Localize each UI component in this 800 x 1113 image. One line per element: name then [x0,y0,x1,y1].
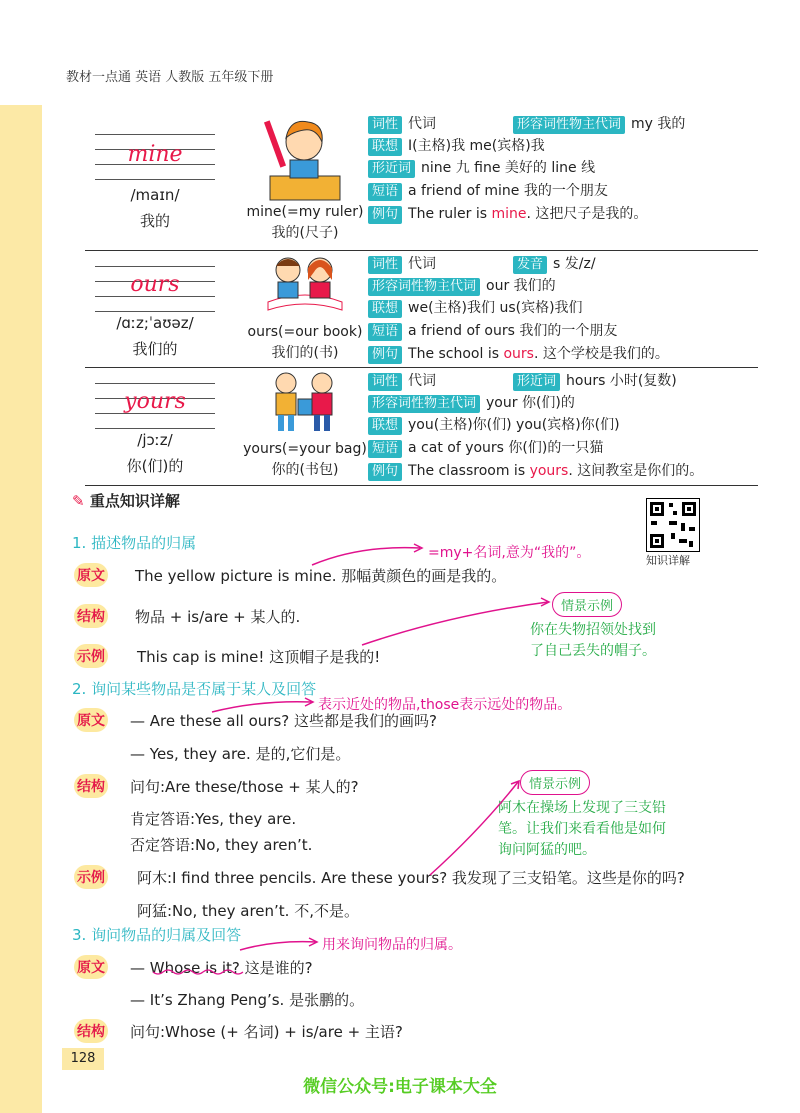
s2-negative-answer: 否定答语:No, they aren’t. [130,836,313,854]
scene-line: 了自己丢失的帽子。 [530,643,656,659]
tag-association: 联想 [368,138,402,156]
phonetic: /jɔːz/ [137,431,173,449]
tag-association: 联想 [368,417,402,435]
s1-structure-text: 物品 + is/are + 某人的. [135,608,301,626]
word-meaning: 我们的 [132,340,178,358]
word-meaning: 我的 [139,212,170,230]
tag-pronunciation: 发音 [513,256,547,274]
label-example: 示例 [74,865,108,889]
tag-example: 例句 [368,463,402,481]
tag-possessive: 形容词性物主代词 [368,278,480,296]
s3-original-question: — Whose is it? 这是谁的? [130,959,313,977]
word-title: yours [124,389,186,414]
tag-association: 联想 [368,300,402,318]
section-1-title: 1. 描述物品的归属 [72,534,197,552]
phonetic: /maɪn/ [130,186,180,204]
s2-example-line1: 阿木:I find three pencils. Are these yours? 我发现了三支铅笔。这些是你的吗? [137,869,685,887]
example-highlight: mine [491,206,527,222]
info-text: 代词 [408,116,437,132]
info-text: I(主格)我 me(宾格)我 [408,138,545,154]
s2-handwritten-note: 表示近处的物品,those表示远处的物品。 [318,697,572,713]
example-text: The ruler is [408,206,492,222]
tag-similar-words: 形近词 [513,373,560,391]
tag-similar-words: 形近词 [368,160,415,178]
label-original: 原文 [74,955,108,979]
s3-structure-question: 问句:Whose (+ 名词) + is/are + 主语? [130,1023,403,1041]
info-text: 代词 [408,373,437,389]
example-text: . 这把尺子是我的。 [526,206,648,222]
pencil-icon: ✎ [72,492,85,510]
s2-structure-question: 问句:Are these/those + 某人的? [130,778,359,796]
info-text: a friend of mine 我的一个朋友 [408,183,608,199]
section-2-title: 2. 询问某些物品是否属于某人及回答 [72,680,317,698]
tag-phrase: 短语 [368,440,402,458]
info-text: your 你(们)的 [486,395,575,411]
s2-scene-bubble: 情景示例 [520,770,590,795]
s3-original-answer: — It’s Zhang Peng’s. 是张鹏的。 [130,991,365,1009]
s2-original-answer: — Yes, they are. 是的,它们是。 [130,745,351,763]
s2-original-question: — Are these all ours? 这些都是我们的画吗? [130,712,437,730]
word-title: ours [130,272,180,297]
tag-possessive: 形容词性物主代词 [368,395,480,413]
picture-caption-en: ours(=our book) [247,324,363,340]
label-structure: 结构 [74,774,108,798]
tag-phrase: 短语 [368,183,402,201]
info-text: our 我们的 [486,278,556,294]
scene-line: 笔。让我们来看看他是如何 [498,821,666,837]
example-text: The classroom is [408,463,530,479]
footer-watermark: 微信公众号:电子课本大全 [303,1077,497,1097]
word-meaning: 你(们)的 [126,457,184,475]
picture-caption-en: mine(=my ruler) [246,204,364,220]
s3-handwritten-note: 用来询问物品的归属。 [322,937,462,953]
scene-line: 阿木在操场上发现了三支铅 [498,800,666,816]
label-structure: 结构 [74,604,108,628]
label-structure: 结构 [74,1019,108,1043]
s1-handwritten-note: =my+名词,意为“我的”。 [428,545,591,561]
info-text: a cat of yours 你(们)的一只猫 [408,440,604,456]
s1-example-text: This cap is mine! 这顶帽子是我的! [137,648,381,666]
example-highlight: ours [503,346,534,362]
tag-part-of-speech: 词性 [368,256,402,274]
info-text: nine 九 fine 美好的 line 线 [421,160,596,176]
picture-caption-cn: 我的(尺子) [271,225,339,241]
example-text: . 这个学校是我们的。 [533,346,669,362]
picture-caption-en: yours(=your bag) [243,441,367,457]
word-title: mine [127,142,183,167]
info-text: 代词 [408,256,437,272]
example-text: . 这间教室是你们的。 [568,463,704,479]
scene-line: 询问阿猛的吧。 [498,842,596,858]
scene-line: 你在失物招领处找到 [530,622,656,638]
tag-part-of-speech: 词性 [368,116,402,134]
label-example: 示例 [74,644,108,668]
info-text: you(主格)你(们) you(宾格)你(们) [408,417,620,433]
tag-example: 例句 [368,206,402,224]
knowledge-heading-text: 重点知识详解 [89,492,180,510]
s2-positive-answer: 肯定答语:Yes, they are. [130,810,297,828]
s1-original-text: The yellow picture is mine. 那幅黄颜色的画是我的。 [135,567,507,585]
page-header: 教材一点通 英语 人教版 五年级下册 [66,70,274,85]
info-text: my 我的 [631,116,686,132]
page-number: 128 [62,1048,104,1070]
section-3-title: 3. 询问物品的归属及回答 [72,926,242,944]
s1-scene-bubble: 情景示例 [552,592,622,617]
tag-phrase: 短语 [368,323,402,341]
tag-example: 例句 [368,346,402,364]
info-text: hours 小时(复数) [566,373,677,389]
label-original: 原文 [74,708,108,732]
picture-caption-cn: 我们的(书) [271,345,339,361]
example-highlight: yours [529,463,569,479]
info-text: s 发/z/ [553,256,596,272]
s2-example-line2: 阿猛:No, they aren’t. 不,不是。 [137,902,359,920]
picture-caption-cn: 你的(书包) [271,462,339,478]
phonetic: /ɑːz;ˈaʊəz/ [116,314,194,332]
tag-part-of-speech: 词性 [368,373,402,391]
tag-possessive: 形容词性物主代词 [513,116,625,134]
info-text: a friend of ours 我们的一个朋友 [408,323,618,339]
info-text: we(主格)我们 us(宾格)我们 [408,300,583,316]
example-text: The school is [408,346,504,362]
label-original: 原文 [74,563,108,587]
qr-caption: 知识详解 [646,554,690,567]
